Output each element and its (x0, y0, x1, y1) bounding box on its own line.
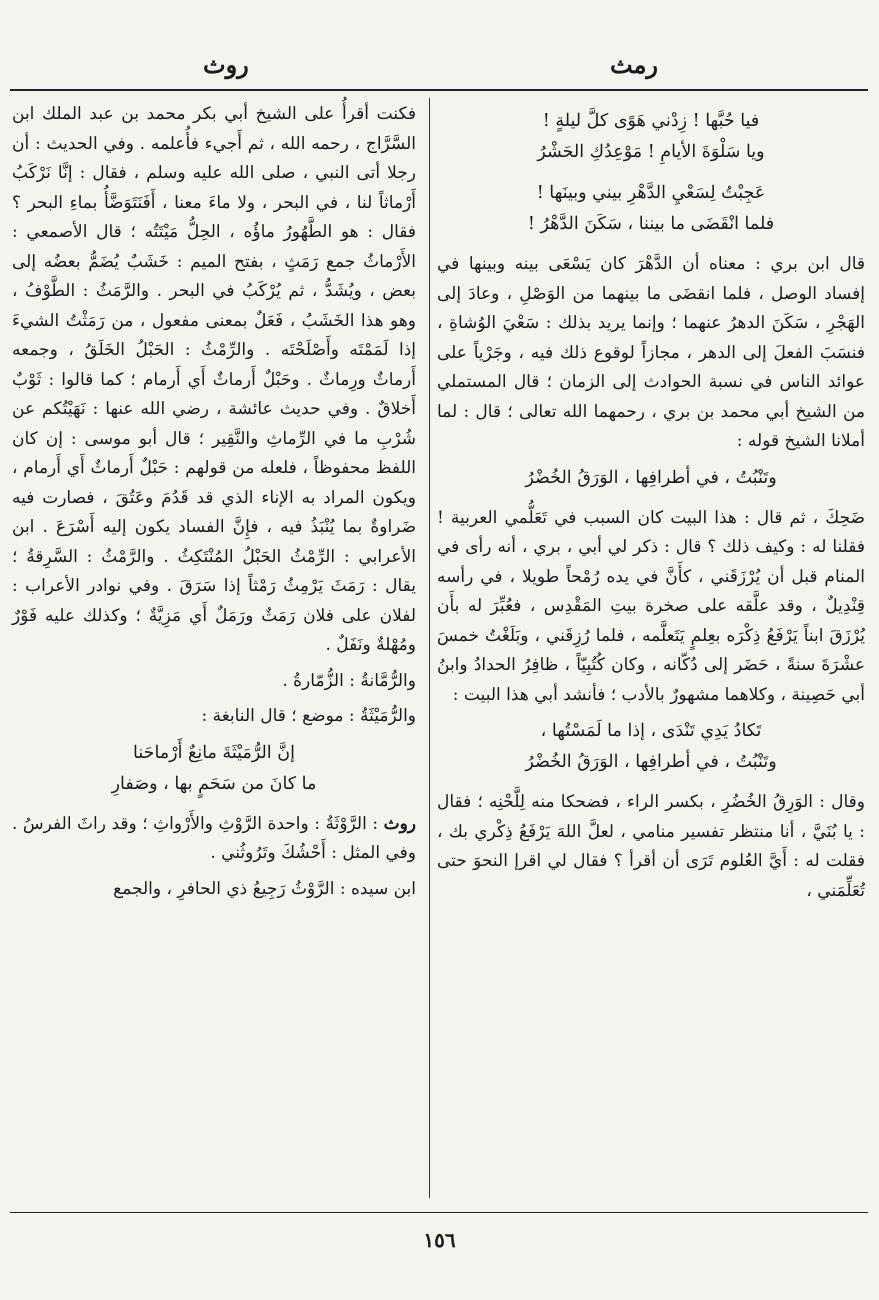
verse-line: فيا حُبَّها ! زِدْني هَوًى كلَّ ليلةٍ ! (542, 111, 760, 131)
paragraph: فكنت أقرأُ على الشيخ أبي بكر محمد بن عبد الملك ابن السَّرَّاج ، رحمه الله ، ثم أَجيء فأُعلمه . وفي الحديث : أن رجلا أتى النبي ، صلى الله عليه وسلم ، فقال : إنَّا نَرْكَبُ أَرْماثاً لنا ، في البحر ، ولا ماءَ معنا ، أَفَنَتَوَضَّأُ بماءِ البحر ؟ فقال : هو الطَّهُورُ ماؤُه ، الحِلُّ مَيْتَتُه ؛ قال الأصمعي : الأَرْماثُ جمع رَمَثٍ ، بفتح الميم : خَشَبٌ يُضَمُّ بعضُه إلى بعض ، ويُشَدُّ ، ثم يُرْكَبُ في البحر . والرَّمَثُ : الطَّوْفُ ، وهو هذا الخَشَبُ ، فَعَلٌ بمعنى مفعول ، من رَمَثْتُ الشيءَ إذا لَمَمْتَه وأَصْلَحْتَه . والرِّمْثُ : الحَبْلُ الخَلَقُ ، وجمعه أَرماثٌ ورِماثٌ . وحَبْلٌ أَرماثٌ أَي أَرمام ؛ كما قالوا : ثَوْبٌ أَخلاقٌ . وفي حديث عائشة ، رضي الله عنها : نَهَيْتُكم عن شُرْبِ ما في الرِّماثِ والنَّقِير ؛ قال أبو موسى : إن كان اللفظ محفوظاً ، فلعله من قولهم : حَبْلٌ أَرماثٌ أَي أَرمام ، ويكون المراد به الإناء الذي قد قَدُمَ وعَتُقَ ، فصارت فيه ضَراوةٌ بما يُنْبَذُ فيه ، فإِنَّ الفساد يكون إليه أَسْرَعَ . ابن الأعرابي : الرِّمْثُ الحَبْلُ المُنْتَكِثُ . والرَّمْثُ : السَّرِقةُ ؛ يقال : رَمَثَ يَرْمِثُ رَمْثاً إذا سَرَقَ . وفي نوادر الأعراب : لفلان على فلان رَمَثٌ ورَمَلٌ أَي مَزِيَّةٌ ؛ وكذلك عليه فَوْرٌ ومُهْلةٌ ونَفَلٌ . (12, 104, 416, 655)
paragraph: قال ابن بري : معناه أن الدَّهْرَ كان يَسْعَى بينه وبينها في إفساد الوصل ، فلما انقضَى ما بينهما من الوَصْلِ ، وعادَ إلى الهَجْرِ ، سَكَنَ الدهرُ عنهما ؛ وإنما يريد بذلك : سَعْيَ الوُشاةِ ، فنسَبَ الفعلَ إلى الدهر ، مجازاً لوقوع ذلك فيه ، وجَرْياً على عوائد الناس في نسبة الحوادث إلى الزمان ؛ قال المستملي من الشيخ أبي محمد بن بري ، رحمهما الله تعالى ؛ قال : لما أملانا الشيخ قوله : (437, 254, 865, 451)
running-head-right: رمث (610, 50, 659, 79)
paragraph: وقال : الوَرِقُ الخُضُرِ ، بكسر الراء ، فضحكا منه لِلَّحْنِه ؛ فقال : يا بُنَيَّ ، أنا منتظر تفسير منامي ، لعلَّ اللهَ يَرْفَعُ ذِكْري بك ، فقلت له : أَيَّ العُلوم تَرَى أن أقرأ ؟ فقال لي اقرإ النحوَ حتى تُعَلِّمَني ، (437, 792, 865, 901)
verse-line: ما كانَ من سَحَمٍ بها ، وصَفارِ (111, 773, 317, 794)
verse-block (437, 716, 865, 778)
verse-line: فلما انْقَضَى ما بيننا ، سَكَنَ الدَّهْرُ ! (527, 214, 775, 234)
running-head-left: روث (203, 50, 249, 79)
left-column (12, 100, 416, 910)
verse-block (437, 463, 865, 494)
verse-line: عَجِبْتُ لِسَعْيِ الدَّهْرِ بيني وبينَها ! (536, 183, 766, 203)
right-column (437, 100, 865, 912)
page-number: ١٥٦ (423, 1228, 456, 1252)
top-rule (10, 89, 868, 91)
verse-line: إنَّ الرُّمَيْثَةَ مانِعٌ أَرْماحَنا (133, 742, 295, 763)
paragraph: ابن سيده : الرَّوْثُ رَجِيعُ ذي الحافرِ ، والجمع (113, 878, 416, 899)
verse-block (437, 106, 865, 168)
verse-block (12, 738, 416, 800)
verse-line: ويا سَلْوَةَ الأيامِ ! مَوْعِدُكِ الحَشْرُ (537, 142, 765, 162)
entry-paragraph (12, 810, 416, 869)
bottom-rule (10, 1212, 868, 1213)
verse-line: تَكادُ يَدِي تَنْدَى ، إذا ما لَمَسْتُها ، (540, 721, 762, 741)
column-divider (429, 98, 430, 1198)
paragraph: ضَحِكَ ، ثم قال : هذا البيت كان السبب في تَعَلُّمي العربية ! فقلنا له : وكيف ذلك ؟ قال : ذكر لي أبي ، بري ، أنه رأى في المنام قبل أن يُرْزَقَني ، كأَنَّ في يده رُمْحاً طويلا ، في رأسه قِنْدِيلٌ ، وقد علَّقه على صخرة بيتِ المَقْدِس ، فعُبِّرَ له بأَن يُرْزَقَ ابناً يَرْفَعُ ذِكْرَه بعِلمٍ يَتَعلَّمه ، فلما رُزِقَني ، وبَلَغْتُ خمسَ عشْرَةَ سنةً ، حَضَر إلى دُكّانه ، وكان كُتُبِيّاً ، ظافِرُ الحدادُ وابنُ أبي حَصِينة ، وكلاهما مشهورٌ بالأدب ؛ فأنشد أبي هذا البيت : (437, 507, 865, 705)
paragraph: والرُّمَّانةُ : الزُّمّارةُ . (282, 670, 416, 691)
entry-text: : الرَّوْثَةُ : واحدة الرَّوْثِ والأَرْواثِ ؛ وقد راثَ الفرسُ . وفي المثل : أَحْشُكَ وتَرُوثُني . (12, 813, 416, 863)
entry-headword: روث (383, 813, 417, 834)
verse-block (437, 178, 865, 240)
verse-line: وتَنْبُتُ ، في أطرافِها ، الوَرَقُ الخُضْرُ (525, 752, 777, 772)
verse-line: وتَنْبُتُ ، في أطرافِها ، الوَرَقُ الخُضْرُ (525, 467, 777, 488)
paragraph: والرُّمَيْثَةُ : موضع ؛ قال النابغة : (201, 706, 416, 726)
